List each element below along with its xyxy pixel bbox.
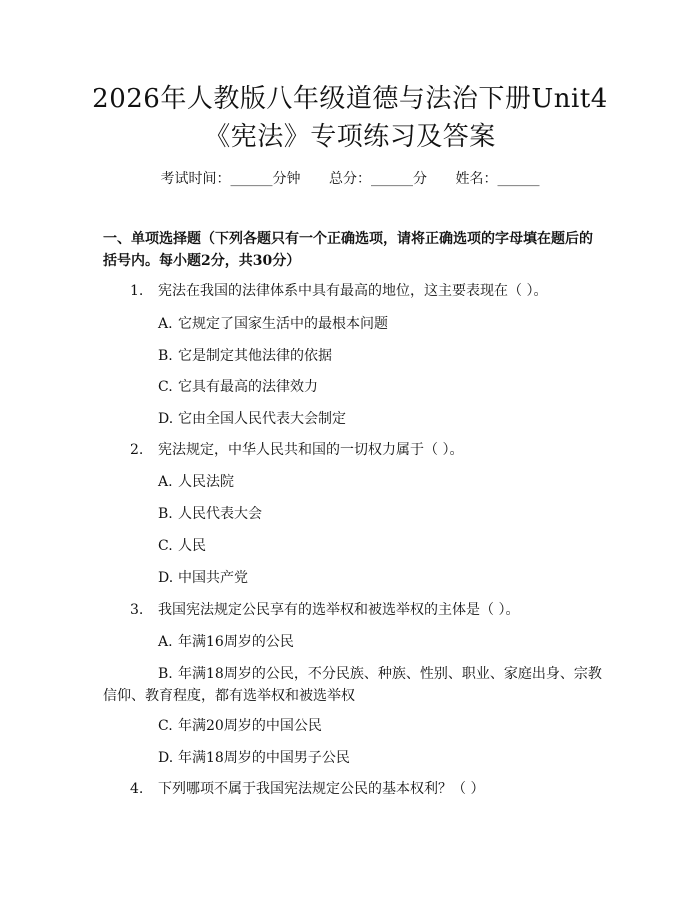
option-letter: B. xyxy=(158,666,173,682)
option-letter: A. xyxy=(158,634,173,650)
question-number: 1. xyxy=(130,283,144,299)
question-1-option-a xyxy=(158,314,388,334)
question-3-option-d xyxy=(158,748,350,768)
option-text: 它规定了国家生活中的最根本问题 xyxy=(178,316,388,332)
question-1-option-d xyxy=(158,409,346,429)
question-3-option-c xyxy=(158,716,322,736)
option-letter: C. xyxy=(158,718,173,734)
option-letter: C. xyxy=(158,538,173,554)
document-title-line-2: 《宪法》专项练习及答案 xyxy=(204,122,496,152)
question-2 xyxy=(130,440,463,460)
option-text: 中国共产党 xyxy=(178,570,248,586)
question-3 xyxy=(130,600,519,620)
option-text: 年满16周岁的公民 xyxy=(178,634,294,650)
option-text: 年满20周岁的中国公民 xyxy=(178,718,322,734)
option-text: 年满18周岁的公民，不分民族、种族、性别、职业、家庭出身、宗教 xyxy=(178,666,602,682)
question-2-option-c xyxy=(158,536,206,556)
question-4 xyxy=(130,779,484,799)
option-letter: C. xyxy=(158,379,173,395)
question-2-option-b xyxy=(158,504,262,524)
option-letter: A. xyxy=(158,474,173,490)
question-2-option-a xyxy=(158,472,234,492)
section-heading-line-1: 一、单项选择题（下列各题只有一个正确选项，请将正确选项的字母填在题后的 xyxy=(103,231,593,247)
total-score-field: 总分：______分 xyxy=(329,171,427,187)
question-3-option-b-continuation: 信仰、教育程度，都有选举权和被选举权 xyxy=(103,688,355,704)
question-number: 2. xyxy=(130,442,144,458)
question-text: 下列哪项不属于我国宪法规定公民的基本权利？（ ） xyxy=(158,781,485,797)
student-name-field: 姓名：______ xyxy=(455,171,540,187)
question-text: 宪法规定，中华人民共和国的一切权力属于（ ）。 xyxy=(158,442,464,458)
option-text: 年满18周岁的中国男子公民 xyxy=(178,750,350,766)
option-letter: A. xyxy=(158,316,173,332)
option-letter: B. xyxy=(158,506,173,522)
option-letter: B. xyxy=(158,348,173,364)
option-text: 人民 xyxy=(178,538,206,554)
option-text: 它由全国人民代表大会制定 xyxy=(178,411,346,427)
question-text: 宪法在我国的法律体系中具有最高的地位，这主要表现在（ ）。 xyxy=(158,283,548,299)
question-3-option-b xyxy=(158,664,602,684)
option-letter: D. xyxy=(158,750,174,766)
option-letter: D. xyxy=(158,570,174,586)
question-3-option-a xyxy=(158,632,294,652)
exam-time-field: 考试时间：______分钟 xyxy=(160,171,301,187)
option-letter: D. xyxy=(158,411,174,427)
question-1 xyxy=(130,281,547,301)
option-text: 它具有最高的法律效力 xyxy=(178,379,318,395)
question-text: 我国宪法规定公民享有的选举权和被选举权的主体是（ ）。 xyxy=(158,602,520,618)
option-text: 人民代表大会 xyxy=(178,506,262,522)
exam-info xyxy=(0,168,700,188)
document-title-line-1: 2026年人教版八年级道德与法治下册Unit4 xyxy=(92,84,608,114)
question-number: 3. xyxy=(130,602,144,618)
question-1-option-b xyxy=(158,346,332,366)
option-text: 人民法院 xyxy=(178,474,234,490)
question-1-option-c xyxy=(158,377,318,397)
option-text: 它是制定其他法律的依据 xyxy=(178,348,332,364)
question-2-option-d xyxy=(158,568,248,588)
section-heading-line-2: 括号内。每小题2分，共30分） xyxy=(103,253,301,269)
question-number: 4. xyxy=(130,781,144,797)
